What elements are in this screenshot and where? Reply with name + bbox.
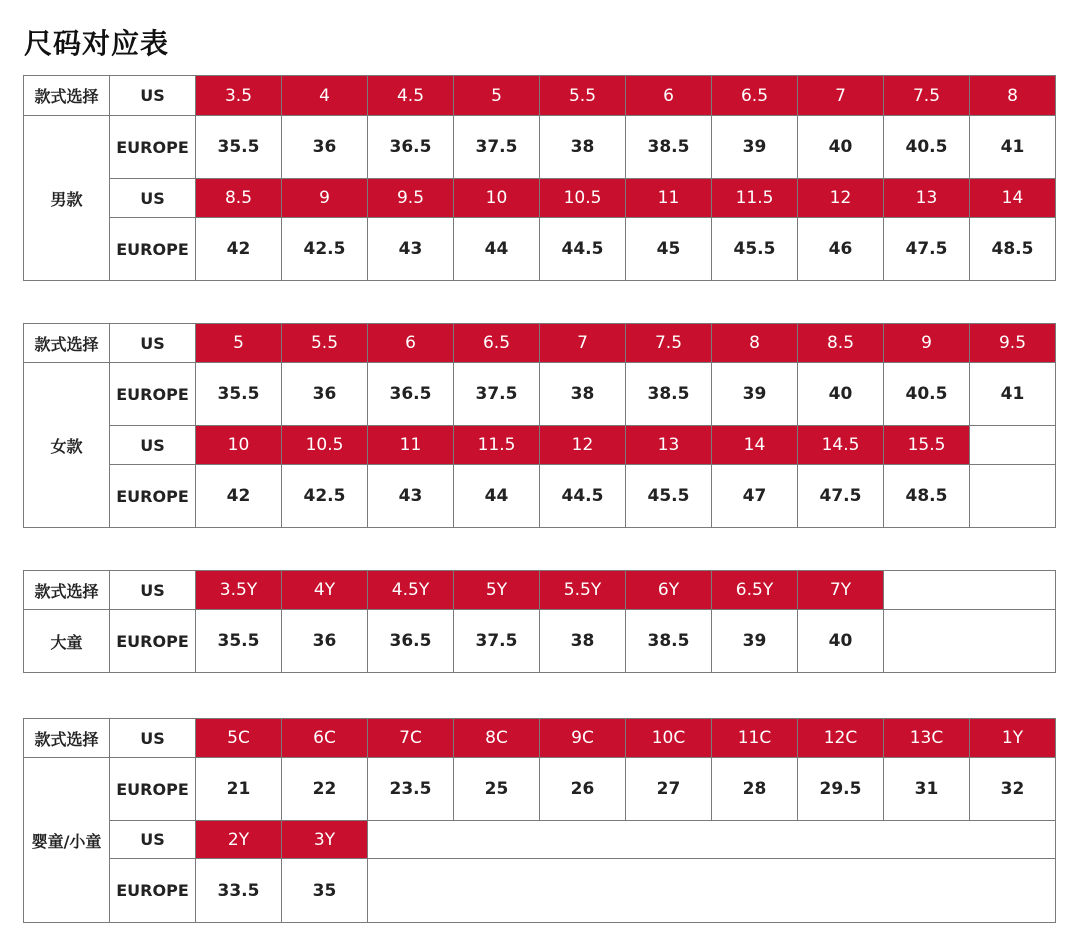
us-size-cell: 7 bbox=[798, 76, 884, 116]
us-size-cell: 13C bbox=[884, 719, 970, 758]
eu-size-cell: 45.5 bbox=[712, 218, 798, 281]
eu-size-cell: 36.5 bbox=[368, 363, 454, 426]
eu-size-cell: 44.5 bbox=[540, 465, 626, 528]
us-size-cell: 7.5 bbox=[626, 324, 712, 363]
eu-size-cell: 47.5 bbox=[798, 465, 884, 528]
eu-size-cell: 21 bbox=[196, 758, 282, 821]
style-select-label: 款式选择 bbox=[24, 324, 110, 363]
category-label: 大童 bbox=[24, 610, 110, 673]
style-select-label: 款式选择 bbox=[24, 571, 110, 610]
us-size-cell: 4Y bbox=[282, 571, 368, 610]
eu-size-cell: 47.5 bbox=[884, 218, 970, 281]
us-size-cell: 13 bbox=[884, 179, 970, 218]
eu-size-cell: 40.5 bbox=[884, 116, 970, 179]
eu-size-cell: 40 bbox=[798, 610, 884, 673]
us-size-cell: 5.5 bbox=[282, 324, 368, 363]
us-size-cell: 5C bbox=[196, 719, 282, 758]
unit-label-us: US bbox=[110, 179, 196, 218]
eu-size-cell: 29.5 bbox=[798, 758, 884, 821]
eu-size-cell: 41 bbox=[970, 363, 1056, 426]
eu-size-cell: 37.5 bbox=[454, 116, 540, 179]
eu-size-cell: 44.5 bbox=[540, 218, 626, 281]
us-size-cell: 3Y bbox=[282, 821, 368, 859]
eu-size-cell: 45 bbox=[626, 218, 712, 281]
us-size-cell: 3.5 bbox=[196, 76, 282, 116]
us-size-cell: 11 bbox=[368, 426, 454, 465]
us-size-cell: 9.5 bbox=[368, 179, 454, 218]
eu-size-cell: 38.5 bbox=[626, 363, 712, 426]
us-size-cell: 7Y bbox=[798, 571, 884, 610]
eu-size-cell: 23.5 bbox=[368, 758, 454, 821]
eu-size-cell: 31 bbox=[884, 758, 970, 821]
eu-size-cell: 35.5 bbox=[196, 610, 282, 673]
us-size-cell: 10C bbox=[626, 719, 712, 758]
us-size-cell: 10.5 bbox=[282, 426, 368, 465]
us-size-cell: 5.5Y bbox=[540, 571, 626, 610]
eu-size-cell: 38 bbox=[540, 610, 626, 673]
us-size-cell: 7.5 bbox=[884, 76, 970, 116]
eu-size-cell: 40 bbox=[798, 116, 884, 179]
eu-size-cell: 43 bbox=[368, 218, 454, 281]
eu-size-cell: 44 bbox=[454, 465, 540, 528]
us-size-cell: 4.5 bbox=[368, 76, 454, 116]
us-size-cell: 8 bbox=[970, 76, 1056, 116]
us-size-cell: 6 bbox=[368, 324, 454, 363]
eu-size-cell: 38.5 bbox=[626, 116, 712, 179]
us-size-cell: 5.5 bbox=[540, 76, 626, 116]
eu-size-cell: 38 bbox=[540, 363, 626, 426]
unit-label-europe: EUROPE bbox=[110, 218, 196, 281]
us-size-cell: 4 bbox=[282, 76, 368, 116]
eu-size-cell: 48.5 bbox=[970, 218, 1056, 281]
us-size-cell: 8.5 bbox=[196, 179, 282, 218]
eu-size-cell: 42.5 bbox=[282, 218, 368, 281]
us-size-cell: 8.5 bbox=[798, 324, 884, 363]
size-table bbox=[23, 570, 1056, 673]
unit-label-europe: EUROPE bbox=[110, 465, 196, 528]
eu-size-cell: 36 bbox=[282, 363, 368, 426]
eu-size-cell: 36.5 bbox=[368, 116, 454, 179]
us-size-cell: 11.5 bbox=[712, 179, 798, 218]
eu-size-cell: 38 bbox=[540, 116, 626, 179]
unit-label-europe: EUROPE bbox=[110, 758, 196, 821]
eu-size-cell: 41 bbox=[970, 116, 1056, 179]
us-size-cell: 14 bbox=[970, 179, 1056, 218]
eu-size-cell: 39 bbox=[712, 610, 798, 673]
eu-size-cell: 33.5 bbox=[196, 859, 282, 923]
eu-size-cell: 36.5 bbox=[368, 610, 454, 673]
us-size-cell: 6C bbox=[282, 719, 368, 758]
us-size-cell: 2Y bbox=[196, 821, 282, 859]
eu-size-cell: 45.5 bbox=[626, 465, 712, 528]
empty-cell bbox=[884, 610, 1056, 673]
us-size-cell: 6.5 bbox=[712, 76, 798, 116]
size-table bbox=[23, 75, 1056, 281]
style-select-label: 款式选择 bbox=[24, 76, 110, 116]
eu-size-cell: 32 bbox=[970, 758, 1056, 821]
eu-size-cell: 37.5 bbox=[454, 363, 540, 426]
us-size-cell: 6.5 bbox=[454, 324, 540, 363]
us-size-cell: 12 bbox=[540, 426, 626, 465]
us-size-cell: 11 bbox=[626, 179, 712, 218]
unit-label-us: US bbox=[110, 76, 196, 116]
eu-size-cell: 48.5 bbox=[884, 465, 970, 528]
us-size-cell: 7 bbox=[540, 324, 626, 363]
us-size-cell: 9 bbox=[884, 324, 970, 363]
us-size-cell: 10 bbox=[454, 179, 540, 218]
unit-label-europe: EUROPE bbox=[110, 363, 196, 426]
us-size-cell: 3.5Y bbox=[196, 571, 282, 610]
us-size-cell: 11.5 bbox=[454, 426, 540, 465]
eu-size-cell: 36 bbox=[282, 116, 368, 179]
us-size-cell: 10.5 bbox=[540, 179, 626, 218]
unit-label-europe: EUROPE bbox=[110, 116, 196, 179]
eu-size-cell: 28 bbox=[712, 758, 798, 821]
empty-cell bbox=[884, 571, 1056, 610]
eu-size-cell: 38.5 bbox=[626, 610, 712, 673]
eu-size-cell: 22 bbox=[282, 758, 368, 821]
us-size-cell: 14 bbox=[712, 426, 798, 465]
style-select-label: 款式选择 bbox=[24, 719, 110, 758]
us-size-cell: 7C bbox=[368, 719, 454, 758]
eu-size-cell: 36 bbox=[282, 610, 368, 673]
us-size-cell: 9 bbox=[282, 179, 368, 218]
us-size-cell: 8C bbox=[454, 719, 540, 758]
us-size-cell: 5 bbox=[454, 76, 540, 116]
eu-size-cell: 47 bbox=[712, 465, 798, 528]
empty-cell bbox=[368, 859, 1056, 923]
page-title: 尺码对应表 bbox=[24, 27, 170, 60]
eu-size-cell: 40 bbox=[798, 363, 884, 426]
us-size-cell: 6 bbox=[626, 76, 712, 116]
eu-size-cell: 26 bbox=[540, 758, 626, 821]
eu-size-cell: 42.5 bbox=[282, 465, 368, 528]
unit-label-us: US bbox=[110, 821, 196, 859]
size-table bbox=[23, 323, 1056, 528]
eu-size-cell: 46 bbox=[798, 218, 884, 281]
eu-size-cell: 42 bbox=[196, 218, 282, 281]
us-size-cell: 4.5Y bbox=[368, 571, 454, 610]
unit-label-us: US bbox=[110, 571, 196, 610]
unit-label-europe: EUROPE bbox=[110, 610, 196, 673]
us-size-cell: 9.5 bbox=[970, 324, 1056, 363]
eu-size-cell: 35.5 bbox=[196, 363, 282, 426]
unit-label-europe: EUROPE bbox=[110, 859, 196, 923]
us-size-cell: 15.5 bbox=[884, 426, 970, 465]
unit-label-us: US bbox=[110, 719, 196, 758]
empty-cell bbox=[970, 426, 1056, 465]
category-label: 婴童/小童 bbox=[24, 758, 110, 923]
unit-label-us: US bbox=[110, 324, 196, 363]
us-size-cell: 5 bbox=[196, 324, 282, 363]
eu-size-cell: 39 bbox=[712, 116, 798, 179]
us-size-cell: 9C bbox=[540, 719, 626, 758]
us-size-cell: 12C bbox=[798, 719, 884, 758]
us-size-cell: 12 bbox=[798, 179, 884, 218]
empty-cell bbox=[970, 465, 1056, 528]
eu-size-cell: 43 bbox=[368, 465, 454, 528]
category-label: 男款 bbox=[24, 116, 110, 281]
us-size-cell: 6Y bbox=[626, 571, 712, 610]
eu-size-cell: 35 bbox=[282, 859, 368, 923]
us-size-cell: 10 bbox=[196, 426, 282, 465]
category-label: 女款 bbox=[24, 363, 110, 528]
eu-size-cell: 37.5 bbox=[454, 610, 540, 673]
us-size-cell: 6.5Y bbox=[712, 571, 798, 610]
us-size-cell: 13 bbox=[626, 426, 712, 465]
eu-size-cell: 39 bbox=[712, 363, 798, 426]
size-table bbox=[23, 718, 1056, 923]
eu-size-cell: 25 bbox=[454, 758, 540, 821]
eu-size-cell: 44 bbox=[454, 218, 540, 281]
eu-size-cell: 35.5 bbox=[196, 116, 282, 179]
us-size-cell: 14.5 bbox=[798, 426, 884, 465]
eu-size-cell: 40.5 bbox=[884, 363, 970, 426]
us-size-cell: 8 bbox=[712, 324, 798, 363]
eu-size-cell: 42 bbox=[196, 465, 282, 528]
empty-cell bbox=[368, 821, 1056, 859]
unit-label-us: US bbox=[110, 426, 196, 465]
us-size-cell: 5Y bbox=[454, 571, 540, 610]
us-size-cell: 1Y bbox=[970, 719, 1056, 758]
eu-size-cell: 27 bbox=[626, 758, 712, 821]
us-size-cell: 11C bbox=[712, 719, 798, 758]
